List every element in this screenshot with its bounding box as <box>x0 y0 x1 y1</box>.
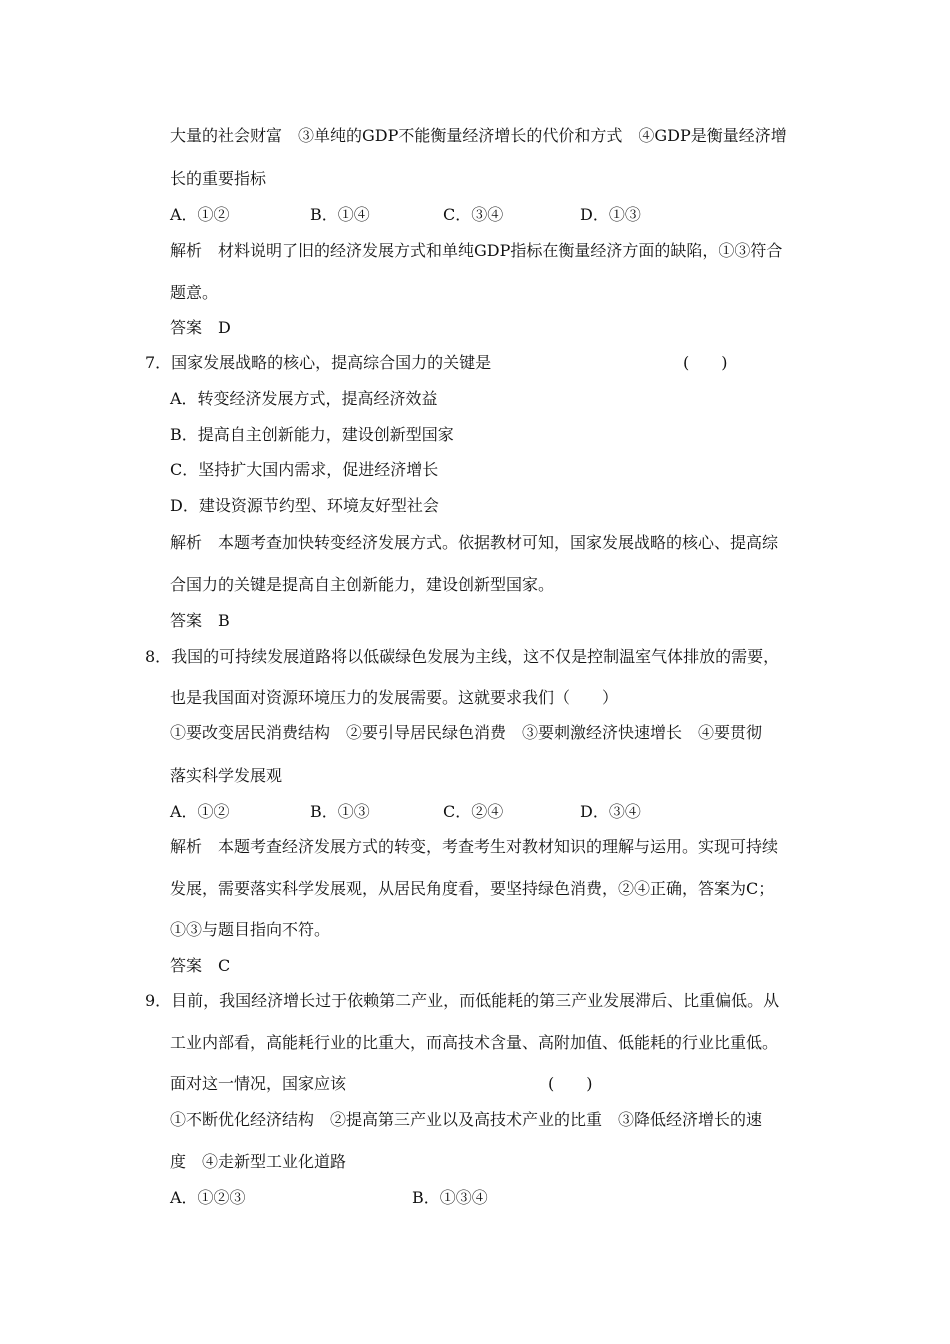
q6-analysis-line-2: 题意。 <box>170 283 219 302</box>
q9-stem-line-1: 9．目前，我国经济增长过于依赖第二产业，而低能耗的第三产业发展滞后、比重偏低。从 <box>145 991 780 1010</box>
q8-option-c: C．②④ <box>443 802 504 821</box>
q8-analysis-line-3: ①③与题目指向不符。 <box>170 920 331 939</box>
q8-analysis-line-2: 发展，需要落实科学发展观，从居民角度看，要坚持绿色消费，②④正确，答案为C； <box>170 879 775 898</box>
q6-continuation-line-2: 长的重要指标 <box>170 169 267 188</box>
q8-analysis-line-1: 解析 本题考查经济发展方式的转变，考查考生对教材知识的理解与运用。实现可持续 <box>170 837 779 856</box>
q6-option-d: D．①③ <box>580 205 641 224</box>
q8-stem-line-1: 8．我国的可持续发展道路将以低碳绿色发展为主线，这不仅是控制温室气体排放的需要， <box>145 647 780 666</box>
q7-option-d: D．建设资源节约型、环境友好型社会 <box>170 496 439 515</box>
q8-items-line-2: 落实科学发展观 <box>170 766 283 785</box>
q7-answer-paren: ( ) <box>683 353 728 372</box>
q7-stem: 7．国家发展战略的核心，提高综合国力的关键是 <box>145 353 492 372</box>
q9-option-b: B．①③④ <box>412 1188 488 1207</box>
q7-option-c: C．坚持扩大国内需求，促进经济增长 <box>170 460 439 479</box>
q8-answer: 答案 C <box>170 956 231 975</box>
q9-items-line-1: ①不断优化经济结构 ②提高第三产业以及高技术产业的比重 ③降低经济增长的速 <box>170 1110 763 1129</box>
q8-option-b: B．①③ <box>310 802 370 821</box>
q8-items-line-1: ①要改变居民消费结构 ②要引导居民绿色消费 ③要刺激经济快速增长 ④要贯彻 <box>170 723 763 742</box>
q7-answer: 答案 B <box>170 611 230 630</box>
q6-continuation-line-1: 大量的社会财富 ③单纯的GDP不能衡量经济增长的代价和方式 ④GDP是衡量经济增 <box>170 126 787 145</box>
q6-option-a: A．①② <box>170 205 230 224</box>
q6-answer: 答案 D <box>170 318 231 337</box>
q8-option-a: A．①② <box>170 802 230 821</box>
q8-option-d: D．③④ <box>580 802 641 821</box>
q6-option-b: B．①④ <box>310 205 370 224</box>
q9-stem-line-2: 工业内部看，高能耗行业的比重大，而高技术含量、高附加值、低能耗的行业比重低。 <box>170 1033 779 1052</box>
q7-analysis-line-1: 解析 本题考查加快转变经济发展方式。依据教材可知，国家发展战略的核心、提高综 <box>170 533 779 552</box>
q9-stem-line-3: 面对这一情况，国家应该 <box>170 1074 347 1093</box>
q8-stem-line-2: 也是我国面对资源环境压力的发展需要。这就要求我们（ ） <box>170 688 619 707</box>
q6-option-c: C．③④ <box>443 205 504 224</box>
q6-analysis-line-1: 解析 材料说明了旧的经济发展方式和单纯GDP指标在衡量经济方面的缺陷，①③符合 <box>170 241 783 260</box>
q7-analysis-line-2: 合国力的关键是提高自主创新能力，建设创新型国家。 <box>170 575 555 594</box>
q9-answer-paren: ( ) <box>548 1074 593 1093</box>
q9-option-a: A．①②③ <box>170 1188 246 1207</box>
q9-items-line-2: 度 ④走新型工业化道路 <box>170 1152 347 1171</box>
q7-option-b: B．提高自主创新能力，建设创新型国家 <box>170 425 454 444</box>
q7-option-a: A．转变经济发展方式，提高经济效益 <box>170 389 438 408</box>
